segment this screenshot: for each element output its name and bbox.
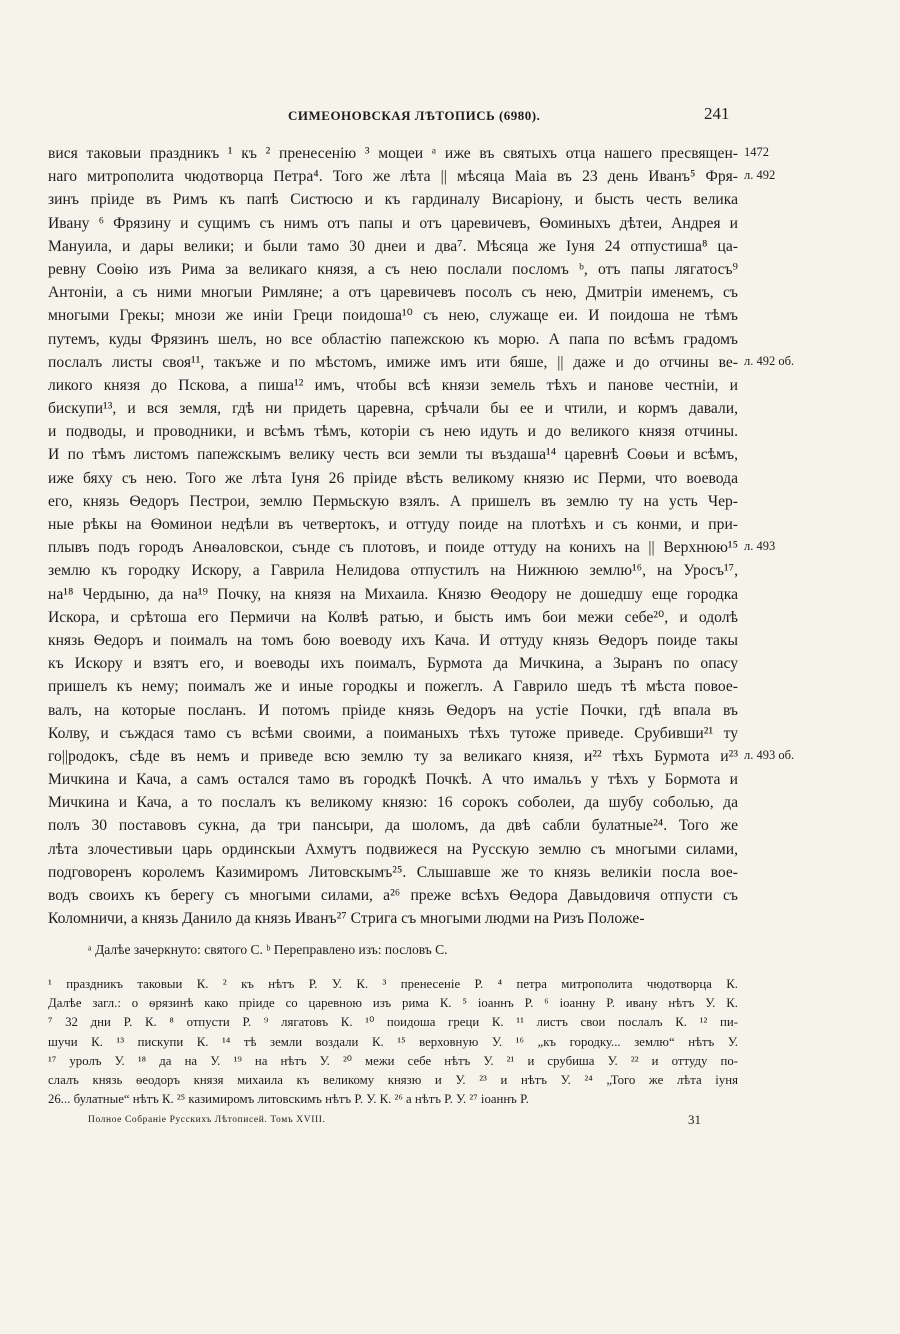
text-line: Мичкина и Кача, а то послалъ къ великому князю: 16 сорокъ соболеи, да шубу соболью, да [48,794,738,812]
text-line: послалъ листы своя¹¹, такъже и по мѣстомъ, имиже имъ ити бяше, || даже и до отчины ве- [48,353,738,371]
note-line: шучи К. ¹³ пискупи К. ¹⁴ тѣ земли воздали К. ¹⁵ верховную У. ¹⁶ „къ городку... землю“ нѣтъ У. [48,1034,738,1049]
text-line: многыми Грекы; мнози же иніи Греци поидоша¹⁰ съ нею, служаще еи. И поидоша не тѣмъ [48,307,738,325]
text-line: и подводы, и проводники, и всѣмъ тѣмъ, которіи съ нею идуть и до великого князя отчины. [48,423,738,441]
text-line: водъ своихъ къ берегу съ многыми силами, а²⁶ преже всѣхъ Ѳедора Давыдовичя отпусти съ [48,887,738,904]
text-line: И по тѣмъ листомъ папежскымъ велику честь вси земли ты въздаша¹⁴ царевнѣ Соѳьи и всѣмъ, [48,446,738,464]
header-title: СИМЕОНОВСКАЯ ЛѢТОПИСЬ (6980). [288,108,541,123]
text-line: лѣта злочестивыи царь ординскыи Ахмутъ подвижеся на Русскую землю съ многыми силами, [48,840,738,858]
text-line: ревну Соѳію изъ Рима за великаго князя, а съ нею послали посломъ ᵇ, отъ папы лягатосъ⁹ [48,260,738,278]
note-line: ¹⁷ уролъ У. ¹⁸ да на У. ¹⁹ на нѣтъ У. ²⁰ межи себе нѣтъ У. ²¹ и срубиша У. ²² и оттуду по- [48,1053,738,1068]
margin-note: л. 492 об. [744,353,795,368]
margin-note: л. 492 [744,168,776,183]
main-text [48,142,738,930]
footer-title: Полное Собраніе Русскихъ Лѣтописей. Томъ XVIII. [88,1115,326,1125]
text-line: Мануила, и дары велики; и были тамо 30 днеи и два⁷. Мѣсяца же Іуня 24 отпустиша⁸ ца- [48,237,738,255]
text-line: на¹⁸ Чердыню, да на¹⁹ Почку, на князя на Михаила. Князю Ѳеодору не дошедшу еще городка [48,585,738,603]
text-line: землю къ городку Искору, а Гаврила Нелидова отпустилъ на Нижнюю землю¹⁶, на Уросъ¹⁷, [48,562,738,580]
letter-notes [48,940,738,960]
text-line: иже бяху съ нею. Того же лѣта Іуня 26 пріиде вѣсть великому князю ис Перми, что воевода [48,469,738,487]
running-header [0,104,900,128]
text-line: вися таковыи праздникъ ¹ къ ² пренесенію ³ мощеи ᵃ иже въ святыхъ отца нашего пресвящен- [48,145,738,162]
text-line: полъ 30 поставовъ сукна, да три пансыри, да шоломъ, да двѣ сабли булатные²⁴. Того же [48,817,738,835]
page-footer [48,1112,738,1130]
note-line: ¹ праздникъ таковыи К. ² къ нѣтъ Р. У. К. ³ пренесеніе Р. ⁴ петра митрополита чюдотворца К. [48,977,738,991]
margin-note: л. 493 об. [744,748,795,763]
text-line: подговоренъ королемъ Казимиромъ Литовскымъ²⁵. Слышавше же то князь великіи посла вое- [48,863,738,881]
margin-note: л. 493 [744,539,776,554]
text-line: ликого князя до Пскова, а пиша¹² имъ, чтобы всѣ князи земель тѣхъ и панове честніи, и [48,376,738,394]
signature-mark: 31 [688,1112,701,1127]
text-line: Мичкина и Кача, а самъ остался тамо въ городкѣ Почкѣ. А что имальъ у тѣхъ у Бормота и [48,771,738,789]
text-line: къ Искору и взятъ его, и воеводы ихъ поималъ, Бурмота да Мичкина, а Зыранъ по опасу [48,655,738,673]
note-line: слалъ князь ѳеодоръ князя михаила къ великому князю и У. ²³ и нѣтъ У. ²⁴ „Того же лѣта іуня [48,1072,738,1087]
text-line: зинъ пріиде въ Римъ къ папѣ Систюсю и къ гардиналу Висаріону, и бысть честь велика [48,191,738,209]
text-line: путемъ, куды Фрязинъ шелъ, но все областію папежскою къ морю. А папа по всѣмъ градомъ [48,330,738,348]
margin-note: 1472 [744,145,769,159]
text-line: Искора, и срѣтоша его Пермичи на Колвѣ ратью, и бысть имъ бои межи себе²⁰, и одолѣ [48,608,738,626]
page-number: 241 [704,104,730,123]
text-line: валъ, на которые посланъ. И потомъ пріиде князь Ѳедоръ на устіе Почки, гдѣ впала въ [48,701,738,719]
text-line: Колву, и съждася тамо съ всѣми своими, а поиманыхъ тѣхъ тутоже приведе. Срубивши²¹ ту [48,724,738,742]
text-line: бискупи¹³, и вся земля, гдѣ ни придеть царевна, срѣчали бы ее и чтили, и кормъ давали, [48,400,738,418]
text-line: Антоніи, а съ ними многыи Римляне; а отъ царевичевъ посолъ съ нею, Дмитріи именемъ, съ [48,284,738,302]
text-line: наго митрополита чюдотворца Петра⁴. Того же лѣта || мѣсяца Маіа въ 23 день Иванъ⁵ Фря- [48,168,738,186]
text-line: его, князь Ѳедоръ Пестрои, землю Пермьскую взялъ. А пришелъ въ землю ту на усть Чер- [48,492,738,510]
text-line: пришелъ къ нему; поималъ же и иные городкы и пожеглъ. А Гаврило шедъ тѣ мѣста повое- [48,678,738,696]
text-line: го||родокъ, сѣде въ немъ и приведе всю землю ту за великаго князя, и²² тѣхъ Бурмота и²³ [48,747,738,765]
text-line: плывъ подъ городъ Анѳаловскои, сънде съ плотовъ, и поиде оттуду на конихъ на || Верхнюю¹⁵ [48,539,738,557]
numbered-notes [48,975,738,1109]
note-line: Далѣе загл.: о ѳрязинѣ како пріиде со царевною изъ рима К. ⁵ іоаннъ Р. ⁶ іоанну Р. ивану нѣтъ У. К. [48,996,738,1011]
text-line: Коломничи, а князь Данило да князь Иванъ²⁷ Стрига съ многыми людми на Ризъ Положе- [48,910,645,928]
note-line: 26... булатные“ нѣтъ К. ²⁵ казимиромъ литовскимъ нѣтъ Р. У. К. ²⁶ а нѣтъ Р. У. ²⁷ іоаннъ Р. [48,1092,529,1107]
text-line: князь Ѳедоръ и поималъ на томъ бою воеводу ихъ Кача. И оттуду князь Ѳедоръ поиде такы [48,631,738,649]
text-line: ные рѣкы на Ѳоминои недѣли въ четвертокъ, и оттуду поиде на плотѣхъ и съ конми, и при- [48,516,738,533]
letter-notes-line: ᵃ Далѣе зачеркнуто: святого С. ᵇ Переправлено изъ: пословъ С. [88,942,448,957]
note-line: ⁷ 32 дни Р. К. ⁸ отпусти Р. ⁹ лягатовъ К. ¹⁰ поидоша греци К. ¹¹ листъ свои послалъ К. ¹² пи- [48,1015,738,1030]
text-line: Ивану ⁶ Фрязину и сущимъ съ нимъ отъ папы и отъ царевичевъ, Ѳоминыхъ дѣтеи, Андрея и [48,214,738,232]
